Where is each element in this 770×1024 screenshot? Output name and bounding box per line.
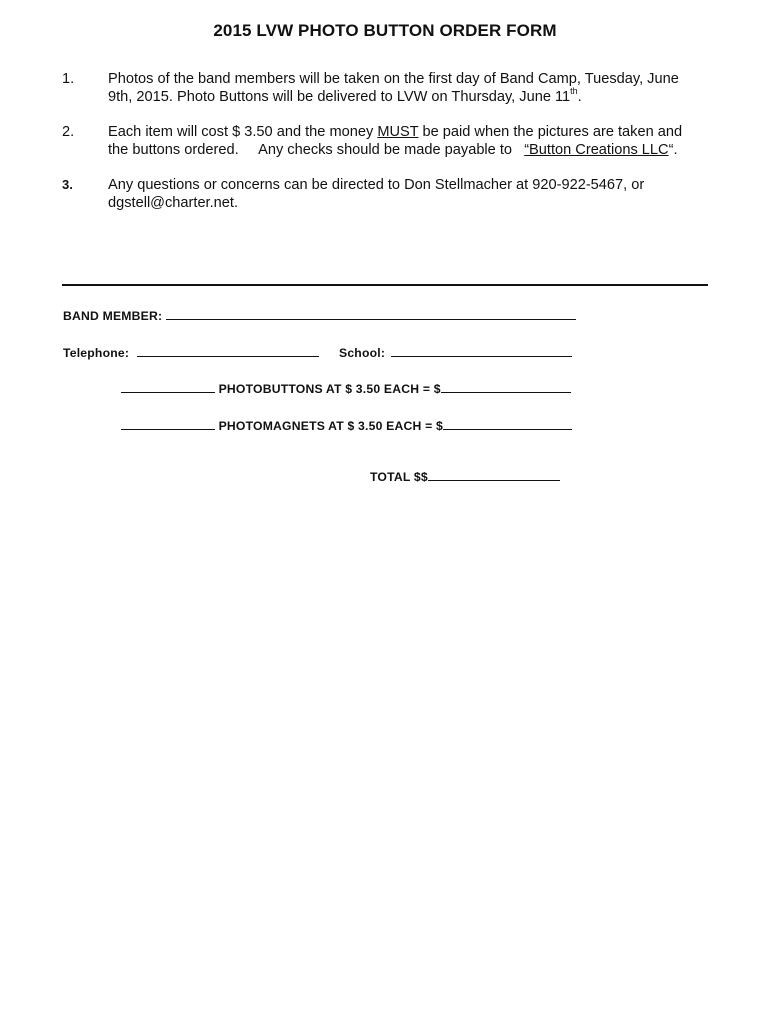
item-line-end: . [577, 89, 582, 105]
photomagnets-quantity-field[interactable] [121, 418, 215, 430]
item-line: Any questions or concerns can be directed to Don Stellmacher at 920-922-5467, or [108, 177, 645, 193]
photomagnets-label: PHOTOMAGNETS AT $ 3.50 EACH = $ [215, 419, 443, 433]
contact-email: dgstell@charter.net. [108, 195, 239, 211]
photobuttons-amount-field[interactable] [441, 381, 571, 393]
telephone-field[interactable] [137, 345, 319, 357]
band-member-field[interactable] [166, 308, 576, 320]
band-member-label: BAND MEMBER: [63, 309, 166, 323]
photobuttons-row [121, 381, 571, 396]
school-label: School: [339, 346, 389, 360]
item-line-end: “. [668, 142, 678, 158]
section-divider [62, 284, 708, 286]
item-number: 1. [62, 71, 75, 87]
item-line [108, 88, 722, 106]
item-line [108, 123, 722, 141]
item-number: 3. [62, 177, 73, 192]
item-number: 2. [62, 124, 75, 140]
payee-name: “Button Creations LLC [524, 142, 669, 158]
total-amount-field[interactable] [428, 469, 560, 481]
band-member-row [63, 308, 576, 323]
instruction-item-3 [62, 176, 722, 212]
item-line-text: be paid when the pictures are taken and [418, 124, 683, 140]
total-row [370, 469, 560, 484]
school-row [339, 345, 572, 360]
photobuttons-label: PHOTOBUTTONS AT $ 3.50 EACH = $ [215, 382, 441, 396]
total-label: TOTAL $$ [370, 470, 428, 484]
item-line: Photos of the band members will be taken on the first day of Band Camp, Tuesday, June [108, 71, 679, 87]
item-line-text: the buttons ordered. Any checks should be made payable to [108, 142, 525, 158]
instruction-item-2 [62, 123, 722, 159]
photomagnets-row [121, 418, 572, 433]
item-line-text: Each item will cost $ 3.50 and the money [108, 124, 378, 140]
photobuttons-quantity-field[interactable] [121, 381, 215, 393]
photomagnets-amount-field[interactable] [443, 418, 572, 430]
item-line [108, 141, 722, 159]
school-field[interactable] [391, 345, 572, 357]
form-title: 2015 LVW PHOTO BUTTON ORDER FORM [213, 21, 557, 40]
instruction-item-1 [62, 70, 722, 106]
item-text [108, 123, 722, 159]
telephone-label: Telephone: [63, 346, 133, 360]
item-text [108, 70, 722, 106]
ordinal-suffix: th [570, 86, 578, 97]
telephone-row [63, 345, 319, 360]
item-text [108, 176, 722, 212]
emphasis-must: MUST [377, 124, 419, 140]
item-line-text: 9th, 2015. Photo Buttons will be delivered to LVW on Thursday, June 11 [108, 89, 571, 105]
